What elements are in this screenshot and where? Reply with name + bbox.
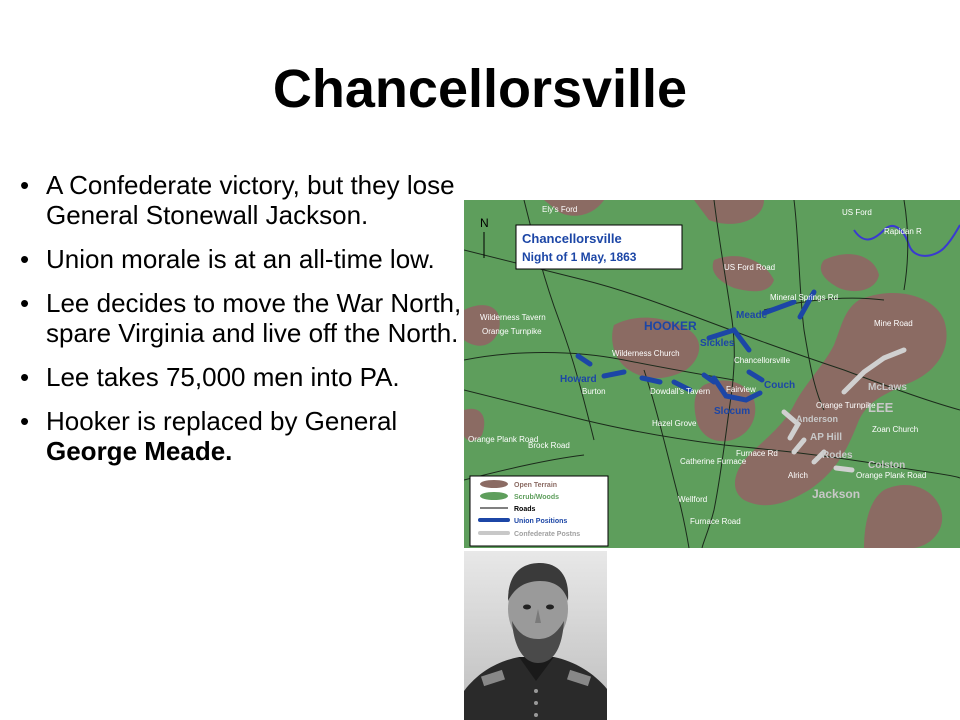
place-mine-road: Mine Road [874,319,913,328]
legend-roads: Roads [514,506,536,513]
map-title-line1: Chancellorsville [522,231,622,246]
place-mineral-springs: Mineral Springs Rd [770,293,839,302]
unit-ap-hill: AP Hill [810,432,843,443]
unit-meade: Meade [736,310,768,321]
unit-mclaws: McLaws [868,382,907,393]
north-label: N [480,216,489,230]
slide-title: Chancellorsville [272,59,688,119]
unit-sickles: Sickles [700,338,735,349]
place-rapidan: Rapidan R [884,227,922,236]
unit-anderson: Anderson [796,414,839,424]
legend-confederate: Confederate Postns [514,531,581,538]
place-orange-turnpike-east: Orange Turnpike [816,401,876,410]
bullet-bold-text: George Meade. [46,436,233,466]
unit-lee: LEE [868,400,894,415]
map-title-box [516,225,682,269]
place-wilderness-tavern: Wilderness Tavern [480,313,546,322]
bullet-item [18,362,463,392]
bullet-dot: • [20,406,30,436]
bullet-dot: • [20,170,30,200]
unit-slocum: Slocum [714,406,751,417]
place-furnace-road: Furnace Road [690,517,741,526]
place-burton: Burton [582,387,606,396]
place-orange-plank-west: Orange Plank Road [468,435,539,444]
battle-map [464,200,960,548]
unit-couch: Couch [764,380,796,391]
bullet-dot: • [20,362,30,392]
place-catherine-furnace: Catherine Furnace [680,457,747,466]
place-zoan-church: Zoan Church [872,425,919,434]
bullet-dot: • [20,288,30,318]
bullet-list [18,170,463,480]
unit-howard: Howard [560,374,597,385]
legend-swatch-woods [480,492,508,500]
place-us-ford: US Ford [842,208,872,217]
place-orange-plank-east: Orange Plank Road [856,471,927,480]
place-fairview: Fairview [726,385,756,394]
bullet-dot: • [20,244,30,274]
legend-scrub-woods: Scrub/Woods [514,494,559,501]
map-title-line2: Night of 1 May, 1863 [522,250,637,264]
place-chancellorsville: Chancellorsville [734,356,791,365]
place-wilderness-church: Wilderness Church [612,349,680,358]
unit-colston: Colston [868,460,906,471]
place-alrich: Alrich [788,471,809,480]
place-wellford: Wellford [678,495,708,504]
bullet-text: Union morale is at an all-time low. [46,244,435,274]
unit-rodes: Rodes [822,450,853,461]
legend-swatch-open [480,480,508,488]
place-us-ford-road: US Ford Road [724,263,776,272]
bullet-text: Lee takes 75,000 men into PA. [46,362,400,392]
meade-portrait [464,551,607,720]
legend-union: Union Positions [514,518,568,525]
bullet-item [18,406,463,466]
place-furnace-rd: Furnace Rd [736,449,778,458]
place-orange-turnpike-west: Orange Turnpike [482,327,542,336]
legend-open-terrain: Open Terrain [514,482,558,489]
bullet-item [18,170,463,230]
bullet-item [18,244,463,274]
place-dowdalls: Dowdall's Tavern [650,387,711,396]
place-brock-road: Brock Road [528,441,570,450]
map-legend [470,476,608,546]
place-elys-ford: Ely's Ford [542,205,578,214]
bullet-text: Lee decides to move the War North, spare Virginia and live off the North. [46,288,462,348]
bullet-item [18,288,463,348]
unit-jackson: Jackson [812,487,861,501]
place-hazel-grove: Hazel Grove [652,419,697,428]
bullet-text: Hooker is replaced by General [46,406,398,436]
unit-hooker: HOOKER [644,319,697,333]
bullet-text: A Confederate victory, but they lose General Stonewall Jackson. [46,170,455,230]
